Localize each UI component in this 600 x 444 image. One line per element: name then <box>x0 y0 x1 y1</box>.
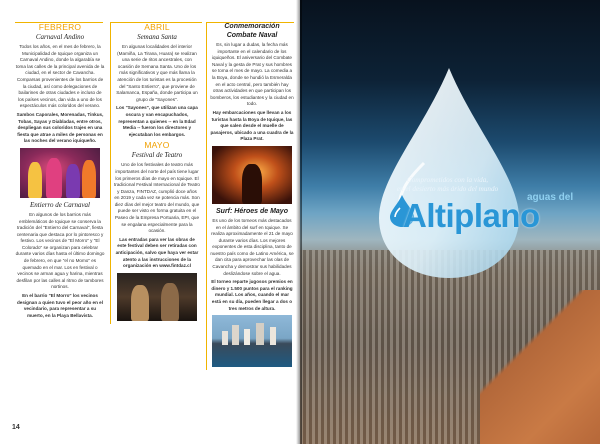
city-coast-photo <box>212 315 292 367</box>
month-heading: FEBRERO <box>38 22 82 32</box>
page-gutter <box>296 0 302 444</box>
brand-logo-text: Altiplano <box>403 197 540 234</box>
event-title: Semana Santa <box>137 33 177 41</box>
article-paragraph-bold: Sambos Caporales, Morenadas, Tinkus, Tobas, Sayas y Diabladas, entre otros, despliegan sus coloridos trajes en una fiesta que atrae a miles de personas en las noches del verano iquiqueño. <box>16 111 104 144</box>
article-paragraph: En algunos de los barrios más emblemáticos de Iquique se conserva la tradición del "Entierro del Carnaval", fiesta centenaria que destaca por lo pintoresco y festivo. Los vecinos de "El Morro" y "El Colorado" se organizan para celebrar durante varios días hasta el último domingo de febrero, en que "el no Momo" es quemado en el mar. Los en festival o vecinos se arman agua y harina, mientras desfilan por las calles al ritmo de tambores nortinos. <box>15 211 105 290</box>
ad-tagline <box>360 176 535 194</box>
article-paragraph: Es uno de los torneos más destacados en el ámbito del surf en Iquique. Se realiza aproximadamente el 21 de mayo durante varios días. Los mejores exponentes de esta disciplina, tanto de nuestro país como de Latino América, se dan cita para aprovechar las olas de Cavancha y demostrar sus habilidades deslizándose sobre el agua. <box>210 217 294 276</box>
article-paragraph: Todos los años, en el mes de febrero, la Municipalidad de Iquique organiza un Carnaval Andino, donde la algarabía se toma las calles de la principal avenida de la ciudad, en el sector de Cavancha. Comparsas provenientes de los barrios de la ciudad, así como delegaciones de bailarines de otras ciudades e incluso de los países vecinos, dan vida a uno de los espectáculos más coloridos del verano. <box>15 44 105 109</box>
article-paragraph: En algunas localidades del interior (Mamiña, La Tirana, Huara) se realizan una serie de ritos ancestrales, con ocasión de Semana Santa. Uno de los más significativos y que más llama la atención de los turistas es la procesión del "Santo Entierro", que proviene de Salamanca, España, donde participa un grupo de "Sayones". <box>116 44 198 102</box>
month-heading: ABRIL <box>144 22 170 32</box>
advertisement-page <box>300 0 600 444</box>
event-title: Surf: Héroes de Mayo <box>216 207 288 215</box>
article-column-april <box>110 22 200 324</box>
tagline-line: en el desierto más árido del mundo <box>396 185 499 193</box>
theatre-performance-photo <box>117 273 197 321</box>
event-title: Festival de Teatro <box>131 151 183 160</box>
water-drop-graphic <box>379 68 519 278</box>
page-number: 14 <box>12 424 20 431</box>
article-paragraph-bold: Los "Sayones", que utilizan una capa oscura y van encapuchados, representan a quienes -- en la Edad Media -- fueron los directores y ejecutaban los embargos. <box>116 105 198 137</box>
article-paragraph-bold: En el barrio "El Morro" los vecinos designan a quien tuvo el peor año en el vecindario, para representar a su muerto, en la Playa Bellavista. <box>16 293 104 318</box>
article-paragraph-bold: Hay embarcaciones que llevan a los turistas hasta la Boya de Iquique, las que salen desde el muelle de pasajeros, ubicado a una cuadra de la Plaza Prat. <box>210 109 294 142</box>
festival-fire-photo <box>212 146 292 204</box>
article-column-february <box>15 22 105 321</box>
event-title: Conmemoración Combate Naval <box>224 23 280 39</box>
month-heading: MAYO <box>144 140 170 151</box>
article-paragraph-bold: El torneo reparte jugosos premios en dinero y 1.500 puntos para el ranking mundial. Los años, cuando el mar está en su día, pueden llegar a dos o tres metros de altura. <box>211 279 293 311</box>
event-title: Carnaval Andino <box>35 33 85 41</box>
tagline-line: Comprometidos con la vida, <box>406 176 489 184</box>
brand-prefix: aguas del <box>527 192 574 203</box>
carnival-dancers-photo <box>20 148 100 198</box>
article-paragraph: Uno de los festivales de teatro más importantes del norte del país tiene lugar los primeros días de mayo en Iquique. El tradicional Festival Internacional de Teatro y Danza, FINTDAZ, cumplió doce años en 2019 y cada vez se potencia más. Son diez días del mejor teatro del mundo, que puede ser visto en forma gratuita en el Paseo de la Empresa Portuaria, EPI, que se engalana especialmente para la ocasión. <box>114 162 200 234</box>
sand-dune <box>480 290 600 444</box>
article-column-may <box>206 22 294 370</box>
event-title: Entierro de Carnaval <box>29 200 90 209</box>
article-paragraph: Es, sin lugar a dudas, la fecha más importante en el calendario de los iquiqueños. El aniversario del Combate Naval y la gesta de Prat y sus hombres se toma el mes de mayo. La comedia a la Boya, donde se hundió la Esmeralda en el acto central, pero también hay otras actividades en que participan los bomberos, los estudiantes y la ciudad en todo. <box>210 42 294 107</box>
article-paragraph-bold: Las entradas para ver las obras de este festival deben ser retiradas con anticipación, salvo que haya ver estar atento a las instrucciones de la organización en www.fintdaz.cl <box>115 236 199 269</box>
